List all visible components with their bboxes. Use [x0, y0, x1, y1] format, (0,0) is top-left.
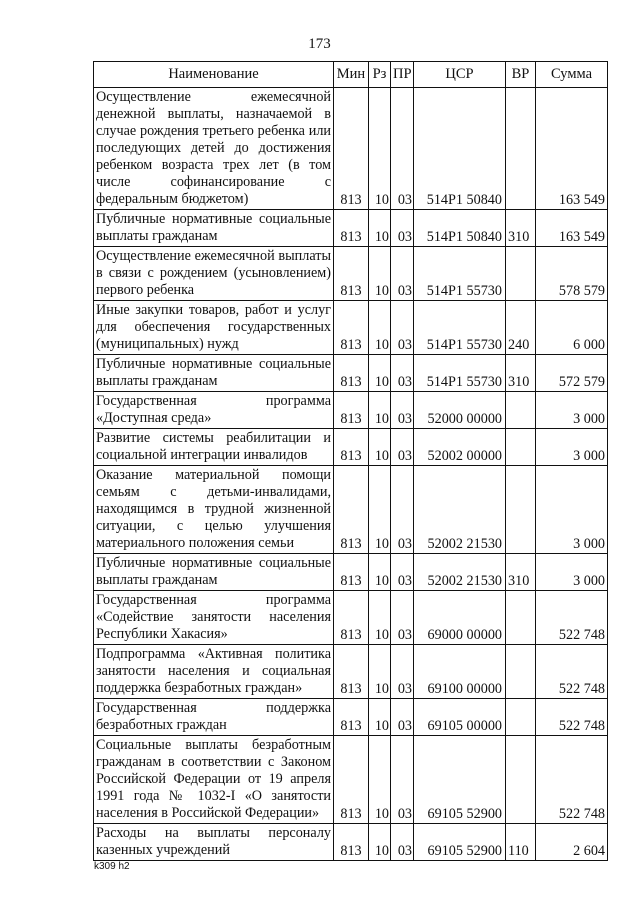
table-row: [94, 247, 608, 301]
row-min: 813: [334, 429, 369, 466]
row-sum: 6 000: [536, 301, 608, 355]
row-csr: 69000 00000: [414, 591, 506, 645]
row-name: Подпрограмма «Активная политика занятости населения и социальная поддержка безработных граждан»: [94, 645, 334, 699]
row-rz: 10: [369, 429, 391, 466]
footer-code: k309 h2: [94, 861, 130, 872]
page-number: 173: [308, 36, 331, 52]
row-name: Публичные нормативные социальные выплаты гражданам: [94, 355, 334, 392]
row-name: Государственная программа «Содействие занятости населения Республики Хакасия»: [94, 591, 334, 645]
row-rz: 10: [369, 591, 391, 645]
row-min: 813: [334, 210, 369, 247]
row-vr: 310: [506, 554, 536, 591]
row-sum: 3 000: [536, 554, 608, 591]
row-min: 813: [334, 301, 369, 355]
row-sum: 3 000: [536, 429, 608, 466]
table-row: [94, 210, 608, 247]
header-vr: ВР: [506, 62, 536, 88]
table-row: [94, 736, 608, 824]
header-sum: Сумма: [536, 62, 608, 88]
row-sum: 3 000: [536, 392, 608, 429]
row-pr: 03: [391, 247, 414, 301]
row-name: Иные закупки товаров, работ и услуг для обеспечения государственных (муниципальных) нужд: [94, 301, 334, 355]
header-name: Наименование: [94, 62, 334, 88]
row-min: 813: [334, 88, 369, 210]
row-rz: 10: [369, 210, 391, 247]
header-min: Мин: [334, 62, 369, 88]
row-sum: 578 579: [536, 247, 608, 301]
row-vr: [506, 429, 536, 466]
row-sum: 2 604: [536, 824, 608, 861]
row-name: Социальные выплаты безработным гражданам в соответствии с Законом Российской Федерации от 19 апреля 1991 года № 1032-I «О занятости населения в Российской Федерации»: [94, 736, 334, 824]
row-csr: 52002 00000: [414, 429, 506, 466]
row-sum: 163 549: [536, 88, 608, 210]
row-rz: 10: [369, 355, 391, 392]
table-row: [94, 392, 608, 429]
row-rz: 10: [369, 88, 391, 210]
row-csr: 69105 52900: [414, 736, 506, 824]
row-vr: 240: [506, 301, 536, 355]
table-row: [94, 301, 608, 355]
row-pr: 03: [391, 429, 414, 466]
row-vr: [506, 591, 536, 645]
row-min: 813: [334, 554, 369, 591]
row-min: 813: [334, 645, 369, 699]
row-name: Публичные нормативные социальные выплаты гражданам: [94, 554, 334, 591]
row-rz: 10: [369, 824, 391, 861]
table-row: [94, 699, 608, 736]
row-csr: 69105 00000: [414, 699, 506, 736]
row-min: 813: [334, 466, 369, 554]
row-csr: 69105 52900: [414, 824, 506, 861]
row-pr: 03: [391, 466, 414, 554]
table-row: [94, 591, 608, 645]
row-sum: 522 748: [536, 591, 608, 645]
row-sum: 522 748: [536, 699, 608, 736]
table-row: [94, 645, 608, 699]
row-pr: 03: [391, 645, 414, 699]
row-vr: [506, 392, 536, 429]
row-name: Государственная поддержка безработных граждан: [94, 699, 334, 736]
row-name: Оказание материальной помощи семьям с детьми-инвалидами, находящимся в трудной жизненной ситуации, с целью улучшения материального положения семьи: [94, 466, 334, 554]
row-pr: 03: [391, 824, 414, 861]
table-header-row: [94, 62, 608, 88]
row-min: 813: [334, 247, 369, 301]
row-name: Осуществление ежемесячной денежной выплаты, назначаемой в случае рождения третьего ребенка или последующих детей до достижения ребенком возраста трех лет (в том числе софинансирование с федеральным бюджетом): [94, 88, 334, 210]
row-csr: 514P1 50840: [414, 210, 506, 247]
header-rz: Рз: [369, 62, 391, 88]
row-name: Публичные нормативные социальные выплаты гражданам: [94, 210, 334, 247]
row-rz: 10: [369, 247, 391, 301]
row-vr: [506, 736, 536, 824]
table-row: [94, 466, 608, 554]
row-csr: 52002 21530: [414, 466, 506, 554]
header-pr: ПР: [391, 62, 414, 88]
row-csr: 514P1 55730: [414, 247, 506, 301]
row-name: Государственная программа «Доступная среда»: [94, 392, 334, 429]
table-row: [94, 554, 608, 591]
table-row: [94, 429, 608, 466]
row-min: 813: [334, 591, 369, 645]
row-sum: 572 579: [536, 355, 608, 392]
row-name: Развитие системы реабилитации и социальной интеграции инвалидов: [94, 429, 334, 466]
row-csr: 514P1 55730: [414, 301, 506, 355]
row-pr: 03: [391, 591, 414, 645]
row-vr: 110: [506, 824, 536, 861]
row-pr: 03: [391, 392, 414, 429]
row-name: Расходы на выплаты персоналу казенных учреждений: [94, 824, 334, 861]
table-row: [94, 824, 608, 861]
row-rz: 10: [369, 645, 391, 699]
row-vr: [506, 466, 536, 554]
row-min: 813: [334, 355, 369, 392]
row-sum: 522 748: [536, 736, 608, 824]
table-row: [94, 88, 608, 210]
table-row: [94, 355, 608, 392]
row-vr: [506, 645, 536, 699]
row-rz: 10: [369, 736, 391, 824]
row-pr: 03: [391, 301, 414, 355]
row-min: 813: [334, 392, 369, 429]
row-rz: 10: [369, 699, 391, 736]
row-csr: 52002 21530: [414, 554, 506, 591]
row-min: 813: [334, 736, 369, 824]
row-csr: 514P1 55730: [414, 355, 506, 392]
row-pr: 03: [391, 355, 414, 392]
row-min: 813: [334, 699, 369, 736]
row-rz: 10: [369, 554, 391, 591]
budget-table: [93, 61, 608, 861]
row-pr: 03: [391, 210, 414, 247]
row-min: 813: [334, 824, 369, 861]
row-pr: 03: [391, 699, 414, 736]
row-name: Осуществление ежемесячной выплаты в связи с рождением (усыновлением) первого ребенка: [94, 247, 334, 301]
row-pr: 03: [391, 88, 414, 210]
row-pr: 03: [391, 554, 414, 591]
row-sum: 163 549: [536, 210, 608, 247]
row-csr: 69100 00000: [414, 645, 506, 699]
row-vr: [506, 699, 536, 736]
row-vr: [506, 247, 536, 301]
row-sum: 522 748: [536, 645, 608, 699]
row-rz: 10: [369, 301, 391, 355]
row-rz: 10: [369, 392, 391, 429]
row-csr: 514P1 50840: [414, 88, 506, 210]
row-vr: [506, 88, 536, 210]
row-pr: 03: [391, 736, 414, 824]
row-vr: 310: [506, 210, 536, 247]
row-sum: 3 000: [536, 466, 608, 554]
row-csr: 52000 00000: [414, 392, 506, 429]
header-csr: ЦСР: [414, 62, 506, 88]
row-rz: 10: [369, 466, 391, 554]
row-vr: 310: [506, 355, 536, 392]
